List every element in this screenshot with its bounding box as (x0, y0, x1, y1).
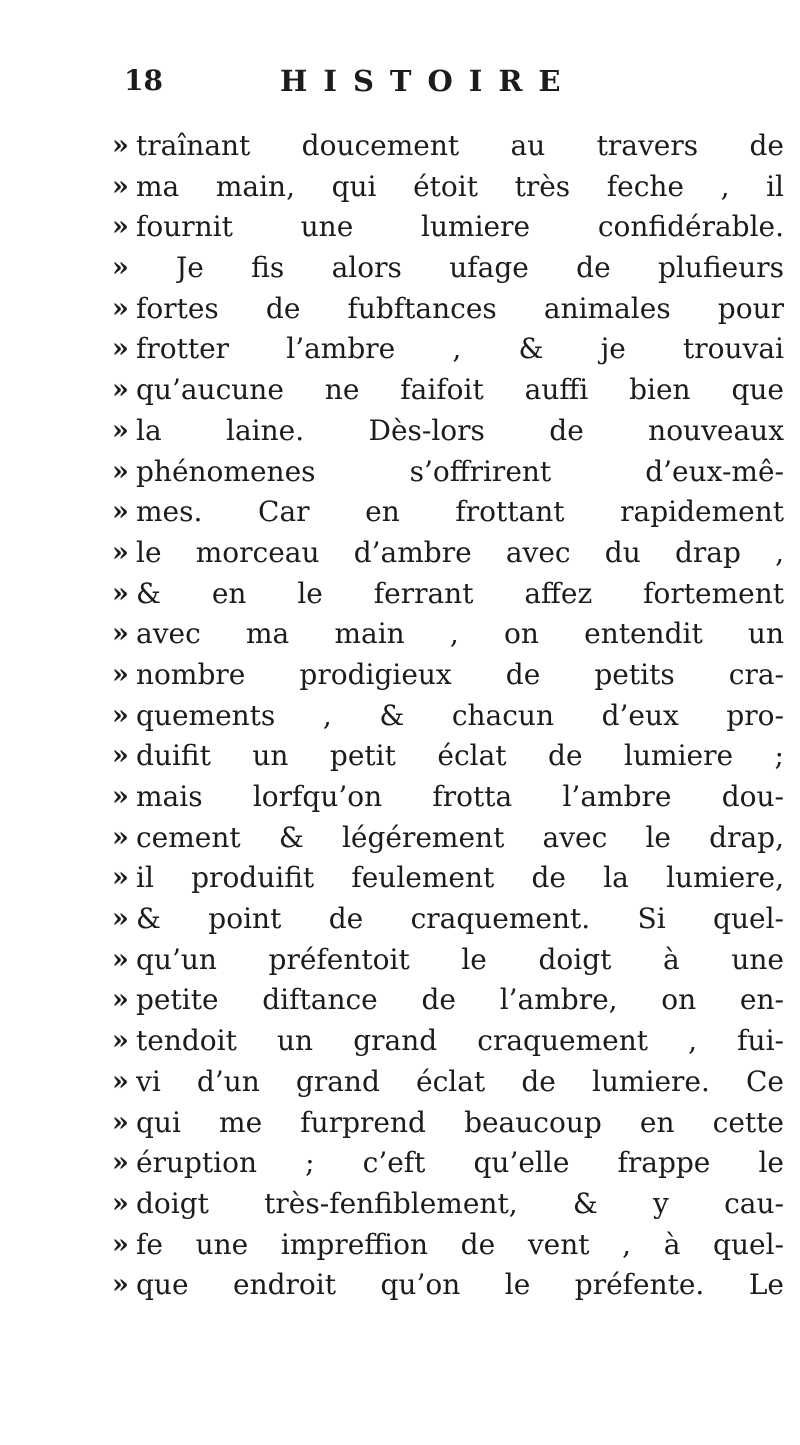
line-text: qui me furprend beaucoup en cette (136, 1105, 784, 1139)
text-line (112, 370, 784, 411)
line-text: fortes de fubftances animales pour (136, 291, 784, 325)
line-text: tendoit un grand craquement , fui- (136, 1024, 784, 1058)
page-number: 18 (124, 64, 163, 97)
quote-mark: » (112, 943, 129, 975)
quote-mark: » (112, 781, 129, 812)
quote-mark: » (112, 1106, 129, 1138)
quote-mark: » (112, 414, 129, 446)
line-text: traînant doucement au travers de (136, 129, 784, 162)
line-text: phénomenes s’offrirent d’eux-mê- (136, 454, 784, 488)
quote-mark: » (112, 130, 129, 161)
line-text: & point de craquement. Si quel- (136, 902, 784, 936)
text-line (112, 167, 784, 208)
quote-mark: » (112, 618, 129, 650)
line-text: nombre prodigieux de petits cra- (136, 657, 784, 691)
text-line (112, 289, 784, 330)
text-line (112, 899, 784, 940)
quote-mark: » (112, 984, 129, 1016)
text-line (112, 1225, 784, 1266)
quote-mark: » (112, 1228, 129, 1260)
text-line (112, 736, 784, 777)
quote-mark: » (112, 374, 129, 406)
line-text: duifit un petit éclat de lumiere ; (136, 739, 784, 773)
quote-mark: » (112, 1187, 129, 1219)
line-text: fe une impreffion de vent , à quel- (136, 1227, 784, 1261)
line-text: qu’un préfentoit le doigt à une (136, 942, 784, 976)
line-text: qu’aucune ne faifoit auffi bien que (136, 373, 784, 407)
quote-mark: » (112, 455, 129, 487)
text-body (112, 126, 784, 1306)
quote-mark: » (112, 211, 129, 243)
text-line (112, 126, 784, 167)
quote-mark: » (112, 1147, 129, 1179)
line-text: mais lorfqu’on frotta l’ambre dou- (136, 780, 784, 813)
line-text: le morceau d’ambre avec du drap , (136, 535, 784, 569)
line-text: fournit une lumiere confidérable. (136, 210, 784, 244)
text-line (112, 1143, 784, 1184)
line-text: & en le ferrant affez fortement (136, 576, 784, 610)
line-text: Je fis alors ufage de plufieurs (176, 251, 784, 285)
quote-mark: » (112, 903, 129, 935)
text-line (112, 207, 784, 248)
text-line (112, 411, 784, 452)
text-line (112, 614, 784, 655)
line-text: frotter l’ambre , & je trouvai (136, 332, 784, 366)
line-text: vi d’un grand éclat de lumiere. Ce (136, 1064, 784, 1098)
line-text: ma main, qui étoit très feche , il (136, 169, 784, 203)
text-line (112, 329, 784, 370)
line-text: avec ma main , on entendit un (136, 617, 784, 651)
text-line (112, 492, 784, 533)
line-text: mes. Car en frottant rapidement (136, 495, 784, 529)
quote-mark: » (112, 862, 129, 894)
quote-mark: » (112, 577, 129, 609)
text-line (112, 574, 784, 615)
quote-mark: » (112, 1269, 129, 1301)
line-text: éruption ; c’eft qu’elle frappe le (136, 1146, 784, 1180)
text-line (112, 452, 784, 493)
text-line (112, 777, 784, 818)
quote-mark: » (112, 536, 129, 568)
text-line (112, 940, 784, 981)
quote-mark: » (112, 1065, 129, 1097)
text-line (112, 1265, 784, 1306)
running-head (100, 60, 600, 110)
text-line (112, 696, 784, 737)
text-line (112, 655, 784, 696)
line-text: quements , & chacun d’eux pro- (136, 698, 784, 732)
quote-mark: » (112, 1025, 129, 1057)
line-text: cement & légérement avec le drap, (136, 820, 784, 854)
text-line (112, 980, 784, 1021)
quote-mark: » (112, 252, 129, 284)
quote-mark: » (112, 699, 129, 731)
text-line (112, 1062, 784, 1103)
text-line (112, 533, 784, 574)
line-text: la laine. Dès-lors de nouveaux (136, 413, 784, 447)
quote-mark: » (112, 333, 129, 365)
line-text: que endroit qu’on le préfente. Le (136, 1268, 784, 1302)
text-line (112, 1021, 784, 1062)
text-line (112, 1103, 784, 1144)
quote-mark: » (112, 821, 129, 853)
text-line (112, 248, 784, 289)
line-text: petite diftance de l’ambre, on en- (136, 983, 784, 1017)
line-text: il produifit feulement de la lumiere, (136, 861, 784, 895)
text-line (112, 858, 784, 899)
running-title: HISTOIRE (280, 64, 577, 98)
quote-mark: » (112, 496, 129, 528)
quote-mark: » (112, 658, 129, 690)
line-text: doigt très-fenfiblement, & y cau- (136, 1186, 784, 1220)
text-line (112, 1184, 784, 1225)
quote-mark: » (112, 740, 129, 772)
quote-mark: » (112, 170, 129, 202)
text-line (112, 818, 784, 859)
quote-mark: » (112, 292, 129, 324)
